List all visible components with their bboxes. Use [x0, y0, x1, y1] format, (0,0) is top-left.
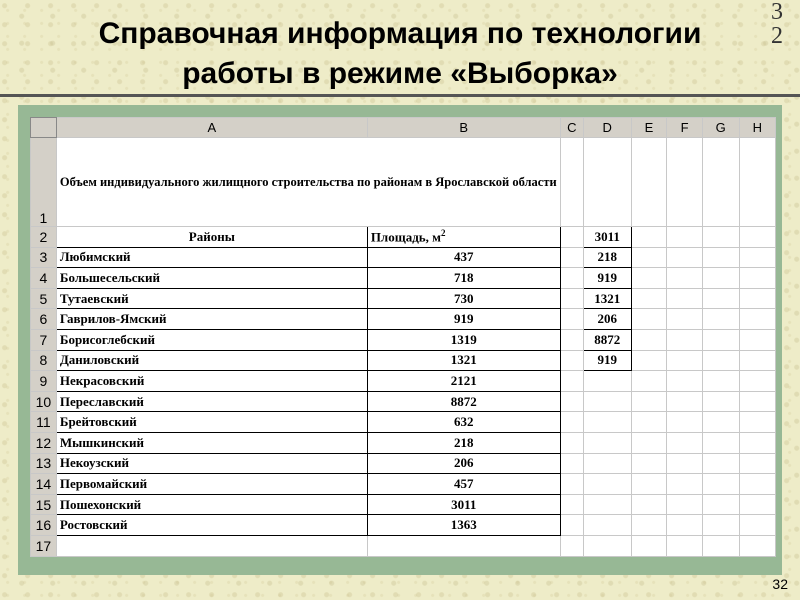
table-row — [31, 412, 776, 433]
table-row — [31, 391, 776, 412]
cell-e14[interactable] — [631, 474, 667, 495]
table-row — [31, 247, 776, 268]
row-header-3[interactable]: 3 — [31, 247, 57, 268]
cell-f10[interactable] — [667, 391, 702, 412]
row-header-15[interactable]: 15 — [31, 494, 57, 515]
cell-h15[interactable] — [739, 494, 775, 515]
cell-e16[interactable] — [631, 515, 667, 536]
cell-b17[interactable] — [367, 535, 560, 556]
cell-a10[interactable]: Переславский — [56, 391, 367, 412]
column-header-b[interactable]: B — [367, 118, 560, 138]
slide-title-line-2: работы в режиме «Выборка» — [182, 57, 618, 90]
table-row — [31, 515, 776, 536]
cell-b9[interactable]: 2121 — [367, 371, 560, 392]
column-header-e[interactable]: E — [631, 118, 667, 138]
cell-f14[interactable] — [667, 474, 702, 495]
cell-b6[interactable]: 919 — [367, 309, 560, 330]
cell-e5[interactable] — [631, 288, 667, 309]
cell-c5[interactable] — [560, 288, 583, 309]
cell-g9[interactable] — [702, 371, 739, 392]
column-header-row — [31, 118, 776, 138]
cell-f5[interactable] — [667, 288, 702, 309]
row-header-6[interactable]: 6 — [31, 309, 57, 330]
cell-a7[interactable]: Борисоглебский — [56, 329, 367, 350]
cell-g12[interactable] — [702, 432, 739, 453]
column-header-h[interactable]: H — [739, 118, 775, 138]
cell-d15[interactable] — [583, 494, 631, 515]
slide-title — [40, 14, 760, 94]
cell-d11[interactable] — [583, 412, 631, 433]
row-header-14[interactable]: 14 — [31, 474, 57, 495]
cell-d12[interactable] — [583, 432, 631, 453]
cell-h8[interactable] — [739, 350, 775, 371]
cell-g13[interactable] — [702, 453, 739, 474]
cell-d13[interactable] — [583, 453, 631, 474]
cell-h7[interactable] — [739, 329, 775, 350]
select-all-corner[interactable] — [31, 118, 57, 138]
cell-a9[interactable]: Некрасовский — [56, 371, 367, 392]
cell-b12[interactable]: 218 — [367, 432, 560, 453]
cell-e15[interactable] — [631, 494, 667, 515]
cell-d14[interactable] — [583, 474, 631, 495]
cell-f17[interactable] — [667, 535, 702, 556]
row-header-13[interactable]: 13 — [31, 453, 57, 474]
spreadsheet-grid — [30, 117, 776, 557]
slide-title-line-1: Справочная информация по технологии — [98, 17, 702, 50]
cell-b14[interactable]: 457 — [367, 474, 560, 495]
cell-g15[interactable] — [702, 494, 739, 515]
cell-h17[interactable] — [739, 535, 775, 556]
cell-f9[interactable] — [667, 371, 702, 392]
table-row — [31, 474, 776, 495]
cell-a11[interactable]: Брейтовский — [56, 412, 367, 433]
cell-g11[interactable] — [702, 412, 739, 433]
cell-c17[interactable] — [560, 535, 583, 556]
row-header-12[interactable]: 12 — [31, 432, 57, 453]
cell-e8[interactable] — [631, 350, 667, 371]
table-row — [31, 288, 776, 309]
cell-e4[interactable] — [631, 268, 667, 289]
cell-h11[interactable] — [739, 412, 775, 433]
cell-g3[interactable] — [702, 247, 739, 268]
cell-c15[interactable] — [560, 494, 583, 515]
cell-h13[interactable] — [739, 453, 775, 474]
table-row — [31, 268, 776, 289]
cell-c1[interactable] — [560, 138, 583, 227]
table-row — [31, 494, 776, 515]
sheet-row — [31, 535, 776, 556]
cell-c14[interactable] — [560, 474, 583, 495]
row-header-4[interactable]: 4 — [31, 268, 57, 289]
cell-e10[interactable] — [631, 391, 667, 412]
cell-e9[interactable] — [631, 371, 667, 392]
cell-a15[interactable]: Пошехонский — [56, 494, 367, 515]
cell-f13[interactable] — [667, 453, 702, 474]
cell-e17[interactable] — [631, 535, 667, 556]
cell-f15[interactable] — [667, 494, 702, 515]
cell-h2[interactable] — [739, 227, 775, 248]
cell-c16[interactable] — [560, 515, 583, 536]
row-header-16[interactable]: 16 — [31, 515, 57, 536]
sheet-row — [31, 138, 776, 227]
cell-f12[interactable] — [667, 432, 702, 453]
cell-a12[interactable]: Мышкинский — [56, 432, 367, 453]
cell-h14[interactable] — [739, 474, 775, 495]
cell-d4[interactable]: 919 — [583, 268, 631, 289]
cell-c4[interactable] — [560, 268, 583, 289]
cell-g4[interactable] — [702, 268, 739, 289]
cell-g7[interactable] — [702, 329, 739, 350]
cell-b8[interactable]: 1321 — [367, 350, 560, 371]
cell-b13[interactable]: 206 — [367, 453, 560, 474]
table-row — [31, 329, 776, 350]
cell-g2[interactable] — [702, 227, 739, 248]
cell-g1[interactable] — [702, 138, 739, 227]
cell-a14[interactable]: Первомайский — [56, 474, 367, 495]
column-header-c[interactable]: C — [560, 118, 583, 138]
page-number: 32 — [772, 576, 788, 592]
cell-a4[interactable]: Большесельский — [56, 268, 367, 289]
cell-f4[interactable] — [667, 268, 702, 289]
cell-a16[interactable]: Ростовский — [56, 515, 367, 536]
cell-c3[interactable] — [560, 247, 583, 268]
cell-a1-caption[interactable]: Объем индивидуального жилищного строительства по районам в Ярославской области — [56, 138, 560, 227]
cell-c10[interactable] — [560, 391, 583, 412]
table-row — [31, 371, 776, 392]
cell-c8[interactable] — [560, 350, 583, 371]
column-header-d[interactable]: D — [583, 118, 631, 138]
cell-g16[interactable] — [702, 515, 739, 536]
cell-e12[interactable] — [631, 432, 667, 453]
cell-g10[interactable] — [702, 391, 739, 412]
cell-h6[interactable] — [739, 309, 775, 330]
row-header-9[interactable]: 9 — [31, 371, 57, 392]
row-header-1[interactable]: 1 — [31, 138, 57, 227]
row-header-7[interactable]: 7 — [31, 329, 57, 350]
cell-h16[interactable] — [739, 515, 775, 536]
column-header-g[interactable]: G — [702, 118, 739, 138]
row-header-10[interactable]: 10 — [31, 391, 57, 412]
row-header-8[interactable]: 8 — [31, 350, 57, 371]
cell-c7[interactable] — [560, 329, 583, 350]
cell-f11[interactable] — [667, 412, 702, 433]
cell-c12[interactable] — [560, 432, 583, 453]
cell-e1[interactable] — [631, 138, 667, 227]
cell-c11[interactable] — [560, 412, 583, 433]
header-b-text: Площадь, м — [370, 229, 441, 245]
cell-g5[interactable] — [702, 288, 739, 309]
cell-a3[interactable]: Любимский — [56, 247, 367, 268]
row-header-17[interactable]: 17 — [31, 535, 57, 556]
cell-f8[interactable] — [667, 350, 702, 371]
cell-a13[interactable]: Некоузский — [56, 453, 367, 474]
cell-b3[interactable]: 437 — [367, 247, 560, 268]
row-header-11[interactable]: 11 — [31, 412, 57, 433]
cell-e7[interactable] — [631, 329, 667, 350]
cell-h1[interactable] — [739, 138, 775, 227]
cell-a8[interactable]: Даниловский — [56, 350, 367, 371]
cell-h12[interactable] — [739, 432, 775, 453]
cell-a6[interactable]: Гаврилов-Ямский — [56, 309, 367, 330]
cell-c13[interactable] — [560, 453, 583, 474]
cell-c9[interactable] — [560, 371, 583, 392]
cell-h9[interactable] — [739, 371, 775, 392]
column-header-a[interactable]: A — [56, 118, 367, 138]
cell-b15[interactable]: 3011 — [367, 494, 560, 515]
sheet-row — [31, 227, 776, 248]
row-header-2[interactable]: 2 — [31, 227, 57, 248]
cell-f3[interactable] — [667, 247, 702, 268]
cell-a5[interactable]: Тутаевский — [56, 288, 367, 309]
cell-d8[interactable]: 919 — [583, 350, 631, 371]
cell-e2[interactable] — [631, 227, 667, 248]
cell-d2[interactable]: 3011 — [583, 227, 631, 248]
cell-b2-header[interactable] — [367, 227, 560, 248]
cell-f6[interactable] — [667, 309, 702, 330]
cell-d1[interactable] — [583, 138, 631, 227]
cell-d16[interactable] — [583, 515, 631, 536]
cell-b11[interactable]: 632 — [367, 412, 560, 433]
cell-d7[interactable]: 8872 — [583, 329, 631, 350]
cell-f1[interactable] — [667, 138, 702, 227]
cell-d3[interactable]: 218 — [583, 247, 631, 268]
cell-f16[interactable] — [667, 515, 702, 536]
cell-g17[interactable] — [702, 535, 739, 556]
cell-b4[interactable]: 718 — [367, 268, 560, 289]
cell-g6[interactable] — [702, 309, 739, 330]
corner-slide-number: 3 2 — [771, 0, 783, 49]
cell-d10[interactable] — [583, 391, 631, 412]
title-divider — [0, 94, 800, 97]
cell-g14[interactable] — [702, 474, 739, 495]
cell-c2[interactable] — [560, 227, 583, 248]
cell-b7[interactable]: 1319 — [367, 329, 560, 350]
table-row — [31, 309, 776, 330]
spreadsheet — [30, 117, 776, 557]
cell-d6[interactable]: 206 — [583, 309, 631, 330]
cell-a17[interactable] — [56, 535, 367, 556]
cell-f2[interactable] — [667, 227, 702, 248]
cell-c6[interactable] — [560, 309, 583, 330]
row-header-5[interactable]: 5 — [31, 288, 57, 309]
table-row — [31, 453, 776, 474]
cell-a2-header[interactable]: Районы — [56, 227, 367, 248]
cell-h3[interactable] — [739, 247, 775, 268]
cell-b16[interactable]: 1363 — [367, 515, 560, 536]
cell-h5[interactable] — [739, 288, 775, 309]
cell-h10[interactable] — [739, 391, 775, 412]
table-row — [31, 350, 776, 371]
cell-d17[interactable] — [583, 535, 631, 556]
cell-d9[interactable] — [583, 371, 631, 392]
cell-h4[interactable] — [739, 268, 775, 289]
cell-e6[interactable] — [631, 309, 667, 330]
table-row — [31, 432, 776, 453]
cell-e11[interactable] — [631, 412, 667, 433]
cell-d5[interactable]: 1321 — [583, 288, 631, 309]
cell-g8[interactable] — [702, 350, 739, 371]
cell-f7[interactable] — [667, 329, 702, 350]
column-header-f[interactable]: F — [667, 118, 702, 138]
cell-e3[interactable] — [631, 247, 667, 268]
cell-e13[interactable] — [631, 453, 667, 474]
cell-b5[interactable]: 730 — [367, 288, 560, 309]
header-b-superscript: 2 — [441, 228, 446, 239]
cell-b10[interactable]: 8872 — [367, 391, 560, 412]
